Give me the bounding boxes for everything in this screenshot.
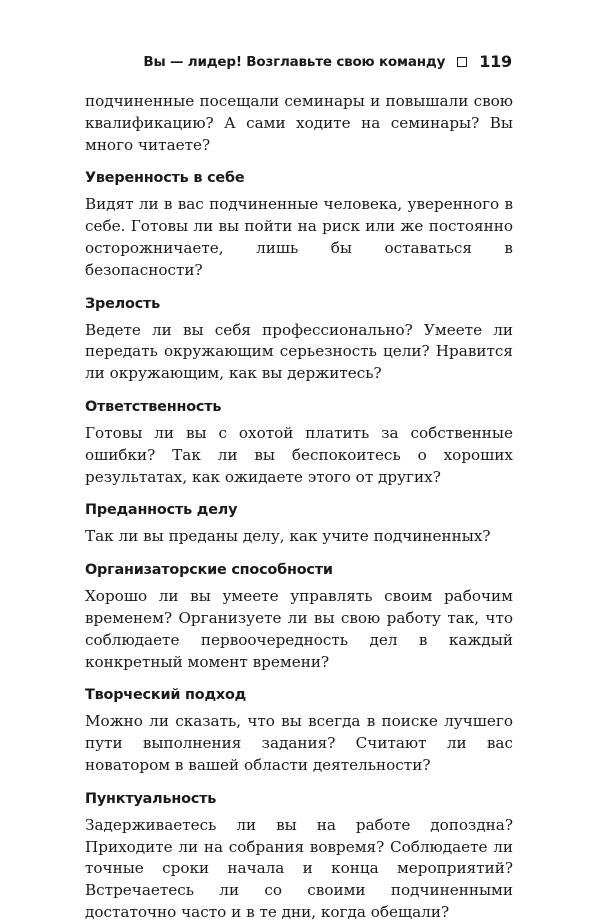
section-text-confidence: Видят ли в вас подчиненные человека, уверенного в себе. Готовы ли вы пойти на риск или же постоянно осторожничаете, лишь бы оставаться в безопасности? [85, 195, 513, 279]
section-text-responsibility: Готовы ли вы с охотой платить за собственные ошибки? Так ли вы беспокоитесь о хороших результатах, как ожидаете этого от других? [85, 423, 513, 486]
section-heading-responsibility: Ответственность [85, 398, 222, 415]
intro-paragraph: подчиненные посещали семинары и повышали свою квалификацию? А сами ходите на семинары? Вы много читаете? [85, 92, 513, 154]
section-text-maturity: Ведете ли вы себя профессионально? Умеете ли передать окружающим серьезность цели? Нравится ли окружающим, как вы держитесь? [85, 320, 513, 383]
section-heading-organization: Организаторские способности [85, 562, 333, 579]
section-text-creativity: Можно ли сказать, что вы всегда в поиске лучшего пути выполнения задания? Считают ли вас новатором в вашей области деятельности? [85, 712, 513, 774]
running-head [143, 52, 512, 71]
section-heading-creativity: Творческий подход [85, 687, 247, 704]
section-text-punctuality: Задерживаетесь ли вы на работе допоздна? Приходите ли на собрания вовремя? Соблюдаете ли точные сроки начала и конца мероприятий? Встречаетесь ли со своими подчиненными достаточно часто и в те дни, когда обещали? [85, 815, 513, 921]
page-body [85, 91, 513, 924]
section-heading-punctuality: Пунктуальность [85, 790, 217, 807]
section-text-organization: Хорошо ли вы умеете управлять своим рабочим временем? Организуете ли вы свою работу так, что соблюдаете первоочередность дел в каждый конкретный момент времени? [85, 587, 513, 671]
page-number: 119 [479, 52, 512, 71]
section-heading-confidence: Уверенность в себе [85, 170, 245, 187]
section-heading-maturity: Зрелость [85, 295, 161, 312]
section-heading-dedication: Преданность делу [85, 502, 238, 519]
running-head-title: Вы — лидер! Возглавьте свою команду [143, 53, 446, 70]
square-ornament-icon [457, 57, 467, 67]
section-text-dedication: Так ли вы преданы делу, как учите подчиненных? [85, 527, 491, 546]
